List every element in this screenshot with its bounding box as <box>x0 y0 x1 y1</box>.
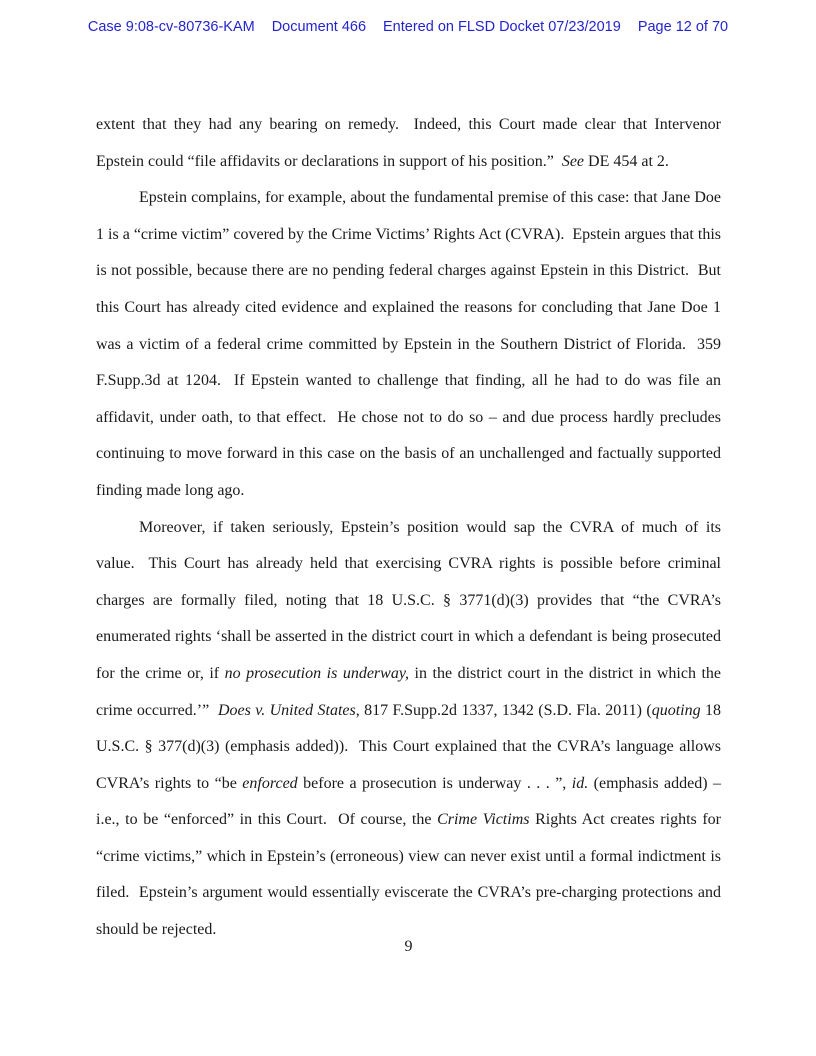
paragraph <box>96 180 721 509</box>
text-run: extent that they had any bearing on remedy. Indeed, this Court made clear that Intervenor Epstein could “file affidavits or declarations in support of his position.” <box>96 116 721 170</box>
ecf-header-stamp <box>0 19 816 35</box>
text-run: DE 454 at 2. <box>584 152 669 170</box>
document-body <box>96 107 721 949</box>
text-run: , 817 F.Supp.2d 1337, 1342 (S.D. Fla. 2011) ( <box>355 701 652 719</box>
italic-text-run: enforced <box>242 774 298 792</box>
text-run: 18 U.S.C. § 377(d)(3) (emphasis added)). This Court explained that the CVRA’s language allows CVRA’s rights to “be <box>96 701 722 792</box>
paragraph <box>96 510 721 949</box>
stamp-segment: Page 12 of 70 <box>637 19 729 35</box>
page-number: 9 <box>404 938 413 955</box>
italic-text-run: Crime Victims <box>437 811 530 829</box>
italic-text-run: quoting <box>651 701 701 719</box>
stamp-segment: Document 466 <box>271 19 367 35</box>
stamp-segment: Case 9:08-cv-80736-KAM <box>87 19 255 35</box>
text-run: Rights Act creates rights for “crime victims,” which in Epstein’s (erroneous) view can never exist until a formal indictment is filed. Epstein’s argument would essentially eviscerate the CVRA’s pre-charging protections and should be rejected. <box>96 811 722 939</box>
paragraph <box>96 107 721 180</box>
text-run: before a prosecution is underway . . . ”, <box>297 774 572 792</box>
italic-text-run: id. <box>571 774 589 792</box>
italic-text-run: See <box>561 152 585 170</box>
text-run: in the district court in the district in which the crime occurred.’” <box>96 664 722 719</box>
text-run: (emphasis added) – i.e., to be “enforced” in this Court. Of course, the <box>96 774 722 829</box>
italic-text-run: no prosecution is underway, <box>224 664 410 682</box>
text-run: Moreover, if taken seriously, Epstein’s position would sap the CVRA of much of its value. This Court has already held that exercising CVRA rights is possible before criminal charges are formally filed, noting that 18 U.S.C. § 3771(d)(3) provides that “the CVRA’s enumerated rights ‘shall be asserted in the district court in which a defendant is being prosecuted for the crime or, if <box>96 518 721 682</box>
stamp-segment: Entered on FLSD Docket 07/23/2019 <box>383 19 621 35</box>
text-run: Epstein complains, for example, about the fundamental premise of this case: that Jane Doe 1 is a “crime victim” covered by the Crime Victims’ Rights Act (CVRA). Epstein argues that this is not possible, because there are no pending federal charges against Epstein in this District. But this Court has already cited evidence and explained the reasons for concluding that Jane Doe 1 was a victim of a federal crime committed by Epstein in the Southern District of Florida. 359 F.Supp.3d at 1204. If Epstein wanted to challenge that finding, all he had to do was file an affidavit, under oath, to that effect. He chose not to do so – and due process hardly precludes continuing to move forward in this case on the basis of an unchallenged and factually supported finding made long ago. <box>96 189 721 499</box>
italic-text-run: Does v. United States <box>218 701 356 719</box>
